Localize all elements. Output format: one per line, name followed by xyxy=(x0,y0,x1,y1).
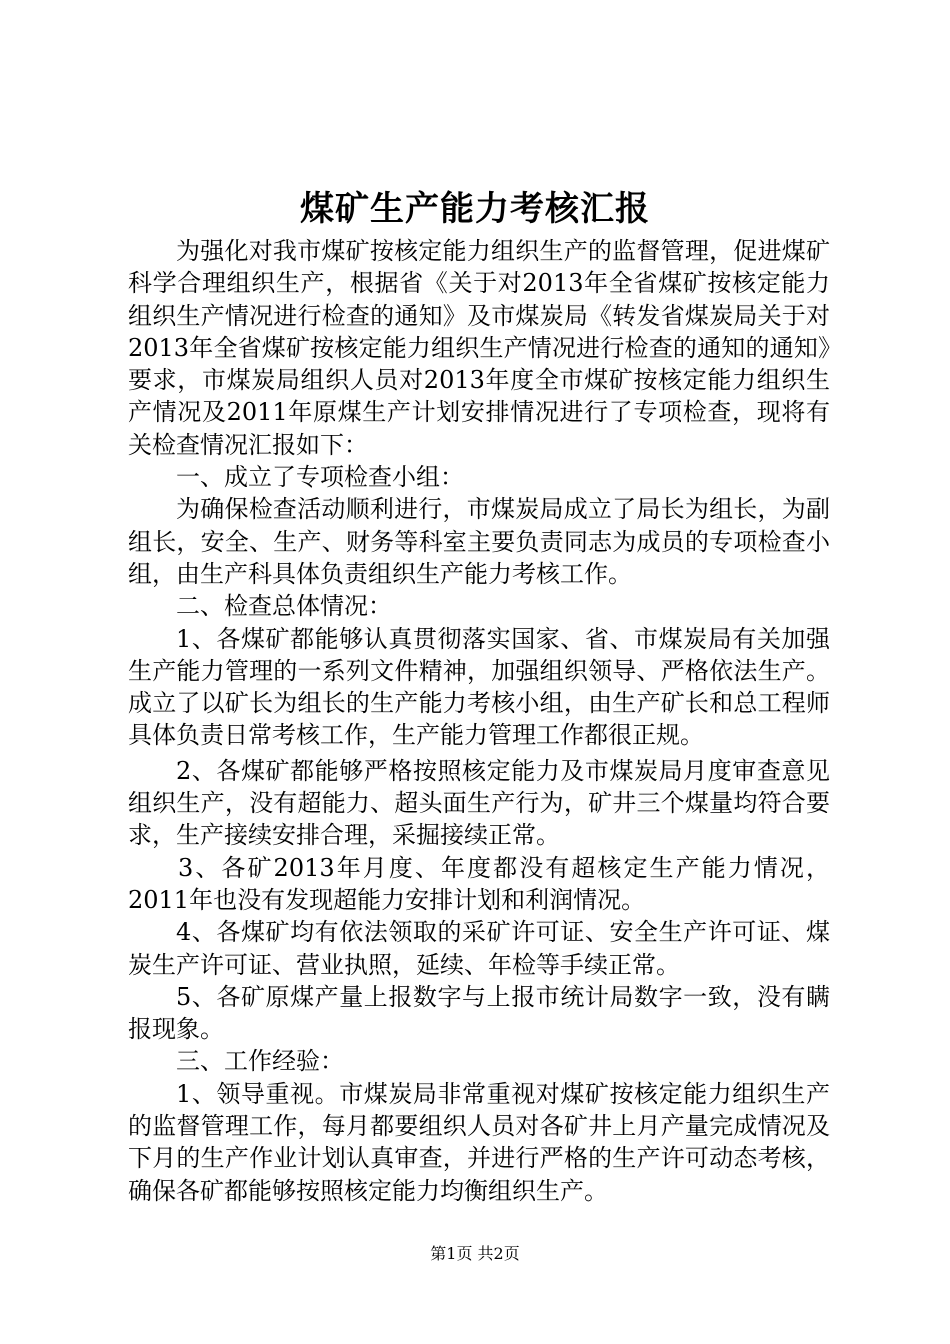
section-2-item-4: 4、各煤矿均有依法领取的采矿许可证、安全生产许可证、煤炭生产许可证、营业执照，延续、年检等手续正常。 xyxy=(128,918,830,979)
intro-paragraph: 为强化对我市煤矿按核定能力组织生产的监督管理，促进煤矿科学合理组织生产，根据省《关于对2013年全省煤矿按核定能力组织生产情况进行检查的通知》及市煤炭局《转发省煤炭局关于对2013年全省煤矿按核定能力组织生产情况进行检查的通知的通知》要求，市煤炭局组织人员对2013年度全市煤矿按核定能力组织生产情况及2011年原煤生产计划安排情况进行了专项检查，现将有关检查情况汇报如下： xyxy=(128,237,830,459)
section-heading-3: 三、工作经验： xyxy=(176,1047,344,1076)
section-heading-1: 一、成立了专项检查小组： xyxy=(176,463,464,492)
page-footer: 第1页 共2页 xyxy=(430,1244,520,1263)
section-3-item-1: 1、领导重视。市煤炭局非常重视对煤矿按核定能力组织生产的监督管理工作，每月都要组织人员对各矿井上月产量完成情况及下月的生产作业计划认真审查，并进行严格的生产许可动态考核，确保各矿都能够按照核定能力均衡组织生产。 xyxy=(128,1079,830,1205)
section-1-paragraph: 为确保检查活动顺利进行，市煤炭局成立了局长为组长，为副组长，安全、生产、财务等科室主要负责同志为成员的专项检查小组，由生产科具体负责组织生产能力考核工作。 xyxy=(128,495,830,588)
section-heading-2: 二、检查总体情况： xyxy=(176,592,392,621)
section-2-item-2: 2、各煤矿都能够严格按照核定能力及市煤炭局月度审查意见组织生产，没有超能力、超头面生产行为，矿井三个煤量均符合要求，生产接续安排合理，采掘接续正常。 xyxy=(128,756,830,850)
document-body xyxy=(128,235,830,1207)
document-title: 煤矿生产能力考核汇报 xyxy=(300,189,650,229)
section-2-item-1: 1、各煤矿都能够认真贯彻落实国家、省、市煤炭局有关加强生产能力管理的一系列文件精神，加强组织领导、严格依法生产。成立了以矿长为组长的生产能力考核小组，由生产矿长和总工程师具体负责日常考核工作，生产能力管理工作都很正规。 xyxy=(128,624,830,750)
section-2-item-3: 3、各矿2013年月度、年度都没有超核定生产能力情况，2011年也没有发现超能力安排计划和利润情况。 xyxy=(128,853,830,914)
section-2-item-5: 5、各矿原煤产量上报数字与上报市统计局数字一致，没有瞒报现象。 xyxy=(128,982,830,1044)
